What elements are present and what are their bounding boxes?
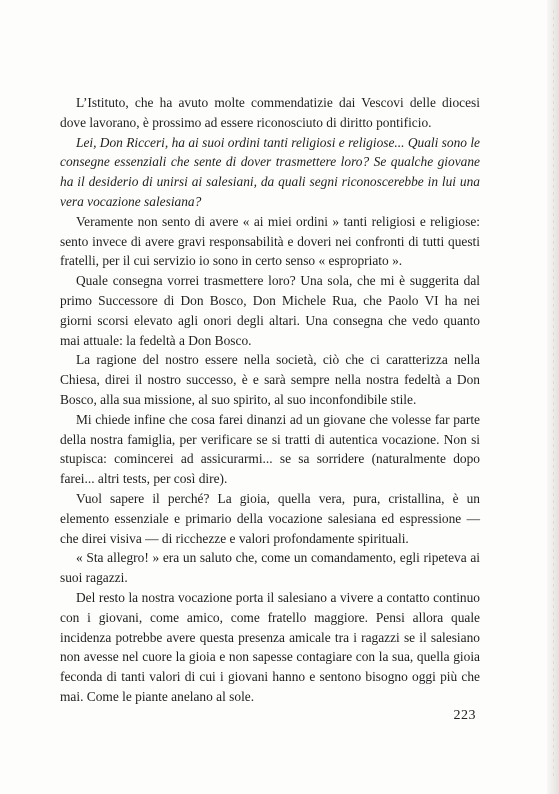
paragraph-5: La ragione del nostro essere nella società, ciò che ci caratterizza nella Chiesa, direi il nostro successo, è e sarà sempre nella nostra fedeltà a Don Bosco, alla sua missione, al suo spirito, al suo inconfondibile stile. (60, 352, 480, 407)
paragraph-6: Mi chiede infine che cosa farei dinanzi ad un giovane che volesse far parte della nostra famiglia, per verificare se si tratti di autentica vocazione. Non si stupisca: comincerei ad assicurarmi... se sa sorridere (naturalmente dopo farei... altri tests, per così dire). (60, 411, 480, 487)
interview-question: Lei, Don Ricceri, ha ai suoi ordini tanti religiosi e religiose... Quali sono le consegne essenziali che sente di dover trasmettere loro? Se qualche giovane ha il desiderio di unirsi ai salesiani, da quali segni riconoscerebbe in lui una vera vocazione salesiana? (60, 134, 480, 209)
body-text (60, 93, 480, 707)
paragraph-8: « Sta allegro! » era un saluto che, come un comandamento, egli ripeteva ai suoi ragazzi. (60, 550, 480, 586)
paragraph-3: Veramente non sento di avere « ai miei ordini » tanti religiosi e religiose: sento invece di avere gravi responsabilità e doveri nei confronti di tutti questi fratelli, per il cui servizio io sono in certo senso « espropriato ». (60, 213, 480, 269)
paragraph-4: Quale consegna vorrei trasmettere loro? Una sola, che mi è suggerita dal primo Successore di Don Bosco, Don Michele Rua, che Paolo VI ha nei giorni scorsi elevato agli onori degli altari. Una consegna che vedo quanto mai attuale: la fedeltà a Don Bosco. (60, 273, 480, 348)
paragraph-7: Vuol sapere il perché? La gioia, quella vera, pura, cristallina, è un elemento essenziale e primario della vocazione salesiana ed espressione — che direi visiva — di ricchezze e valori profondamente spirituali. (60, 490, 480, 546)
paragraph-1: L’Istituto, che ha avuto molte commendatizie dai Vescovi delle diocesi dove lavorano, è prossimo ad essere riconosciuto di diritto pontificio. (60, 95, 480, 130)
page-edge (547, 0, 559, 794)
page-number: 223 (453, 708, 476, 723)
page-edge-line (553, 10, 554, 780)
paragraph-9: Del resto la nostra vocazione porta il salesiano a vivere a contatto continuo con i giovani, come amico, come fratello maggiore. Pensi allora quale incidenza potrebbe avere questa presenza amicale tra i ragazzi se il salesiano non avesse nel cuore la gioia e non sapesse contagiare con la sua, quella gioia feconda di tanti valori di cui i giovani hanno e sentono bisogno oggi più che mai. Come le piante anelano al sole. (60, 589, 480, 704)
